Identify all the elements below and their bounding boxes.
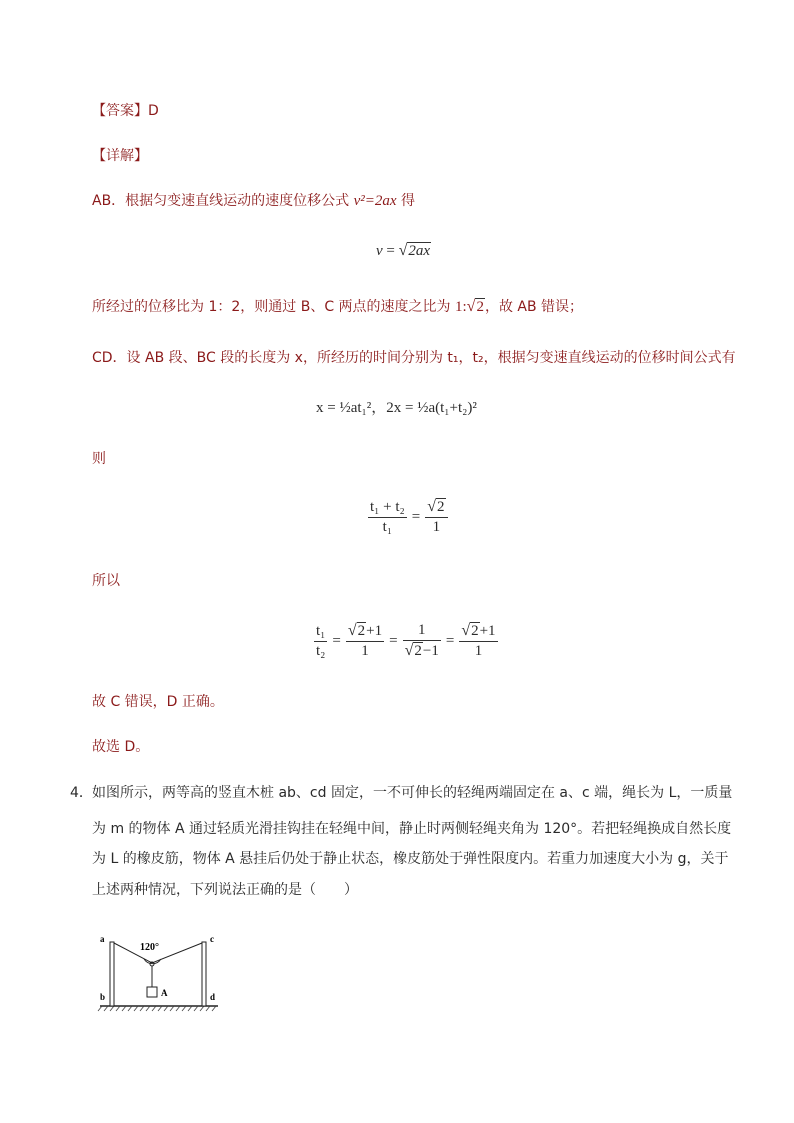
stakes-rope-figure: [94, 930, 224, 1014]
eq-velocity: v = √2ax: [376, 242, 431, 259]
ab-ratio: 1:: [455, 299, 467, 315]
ab-conclusion-a: 所经过的位移比为 1：2，则通过 B、C 两点的速度之比为: [92, 299, 451, 315]
eq-velocity-lhs: v: [376, 243, 383, 259]
label-a: a: [100, 934, 105, 944]
eq-velocity-radicand: 2ax: [408, 243, 431, 259]
ab-ratio-radicand: 2: [476, 299, 484, 315]
eq2-rhs-radicand: 2: [437, 499, 445, 515]
answer-value: D: [148, 103, 159, 119]
eq3-a-den: 1: [361, 643, 369, 659]
label-b: b: [100, 992, 106, 1002]
answer-line: [92, 101, 159, 121]
ab-formula: v²=2ax: [353, 193, 397, 209]
eq2-numerator: t₁ + t₂: [368, 498, 407, 518]
eq3-a-num: +1: [366, 623, 383, 639]
cd-choose: 故选 D。: [92, 739, 150, 755]
answer-label: 【答案】: [92, 103, 148, 119]
q4-line3: 为 L 的橡皮筋，物体 A 悬挂后仍处于静止状态，橡皮筋处于弹性限度内。若重力加速度大小为 g，关于: [92, 851, 729, 867]
mass-block: [147, 987, 157, 997]
ab-intro: [92, 191, 415, 211]
eq3-numerator: t₁: [314, 622, 327, 642]
eq-time-ratio: $\frac{\text{t₁ + t₂}}{\text{t₁}}$ = $\frac{√2}{1}$: [366, 497, 450, 537]
cd-intro: CD．设 AB 段、BC 段的长度为 x，所经历的时间分别为 t₁，t₂，根据匀变速直线运动的位移时间公式有: [92, 350, 736, 366]
eq2-rhs-den: 1: [432, 519, 441, 535]
eq-displacement: x = ½at₁²，2x = ½a(t₁+t₂)²: [316, 400, 477, 416]
angle-label: 120°: [140, 942, 159, 953]
eq3-b-den: −1: [422, 643, 439, 659]
eq3-c-den: 1: [474, 643, 483, 659]
eq-final-ratio: $\frac{\text{t₁}}{\text{t₂}}$ = $\frac{√2+1}{1}$ = $\frac{1}{√2-1}$ = $\frac{√2+1}{1}$: [316, 622, 496, 659]
ab-suffix: 得: [401, 193, 416, 209]
cd-ze: 则: [92, 451, 106, 467]
eq3-denominator: t₂: [316, 642, 326, 659]
label-c: c: [210, 934, 214, 944]
eq3-b-num: 1: [403, 621, 441, 641]
ab-prefix: AB．根据匀变速直线运动的速度位移公式: [92, 193, 350, 209]
cd-result: 故 C 错误，D 正确。: [92, 694, 224, 710]
label-mass: A: [161, 988, 168, 998]
stake-ab: [110, 942, 114, 1006]
detail-label: 【详解】: [92, 148, 148, 164]
q4-line4: 上述两种情况，下列说法正确的是（ ）: [92, 882, 358, 898]
eq2-denominator: t₁: [382, 518, 393, 535]
label-d: d: [210, 992, 216, 1002]
ab-conclusion-b: ，故 AB 错误；: [484, 299, 584, 315]
q4-line1: 如图所示，两等高的竖直木桩 ab、cd 固定，一不可伸长的轻绳两端固定在 a、c 端，绳长为 L，一质量: [92, 785, 733, 801]
ab-conclusion: 所经过的位移比为 1：2，则通过 B、C 两点的速度之比为 1:√2，故 AB 错误；: [92, 298, 584, 315]
cd-suoyi: 所以: [92, 573, 120, 589]
q4-number: 4．: [70, 785, 93, 801]
stake-cd: [202, 942, 206, 1006]
q4-line2: 为 m 的物体 A 通过轻质光滑挂钩挂在轻绳中间，静止时两侧轻绳夹角为 120°。若把轻绳换成自然长度: [92, 821, 732, 837]
eq3-c-num: +1: [479, 623, 496, 639]
